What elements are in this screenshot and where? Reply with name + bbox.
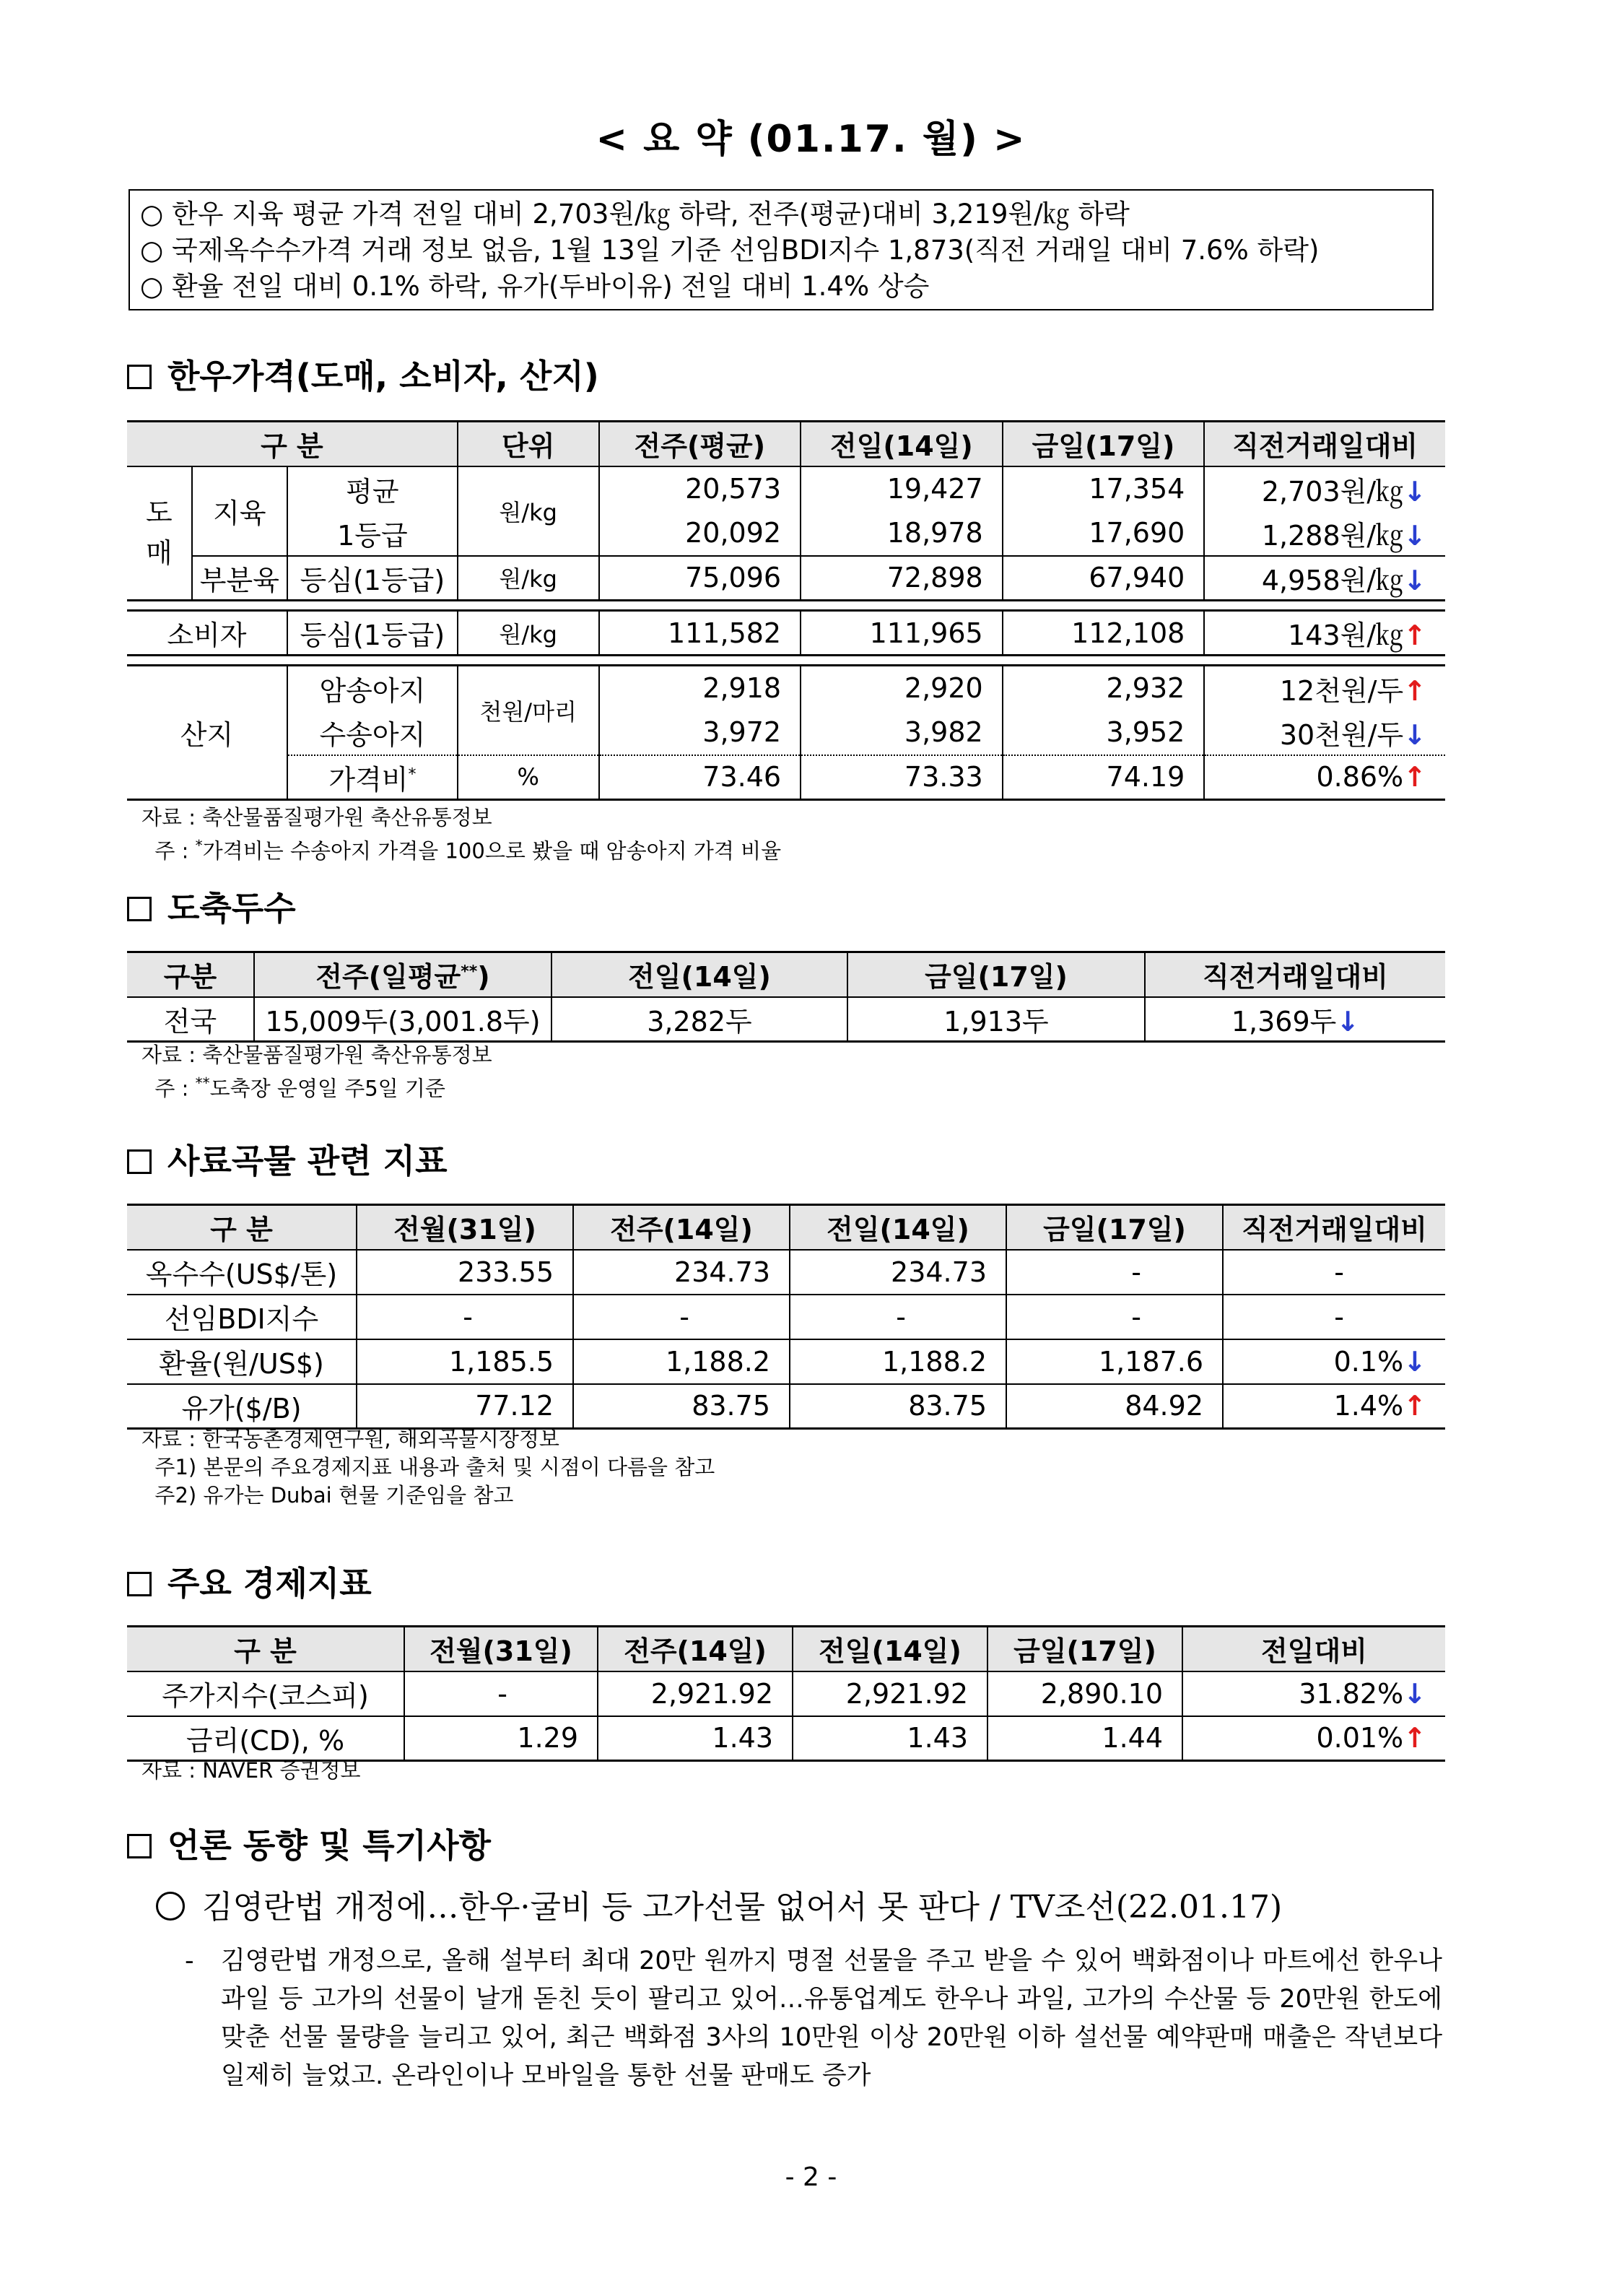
cell-diff: 1,288원/㎏↓ <box>1261 519 1426 552</box>
cell-prev-week: 20,092 <box>599 511 801 556</box>
cell-prev-week: 3,972 <box>599 710 801 755</box>
cell-today: 1.44 <box>987 1716 1182 1761</box>
cell-prev-week: 1,188.2 <box>573 1339 790 1384</box>
table-row <box>127 1716 1445 1761</box>
news-body-text: 김영란법 개정으로, 올해 설부터 최대 20만 원까지 명절 선물을 주고 받을 수 있어 백화점이나 마트에선 한우나 과일 등 고가의 선물이 날개 돋친 듯이 팔리고 있어…유통업계도 한우나 과일, 고가의 수산물 등 20만원 한도에 맞춘 선물 물량을 늘리고 있어, 최근 백화점 3사의 10만원 이상 20만원 이하 설선물 예약판매 매출은 작년보다 일제히 늘었고. 온라인이나 모바일을 통한 선물 판매도 증가 <box>221 1947 1442 2090</box>
row-unit: 원/kg <box>458 611 599 656</box>
cell-prev-month: 1.29 <box>404 1716 598 1761</box>
row-unit: 원/kg <box>458 556 599 601</box>
table-row <box>127 755 1445 800</box>
cell-today: 67,940 <box>1003 556 1205 601</box>
cell-diff: 0.86%↑ <box>1316 761 1426 793</box>
news-body <box>185 1942 1442 2095</box>
row-label: 평균 <box>287 466 458 511</box>
header-today: 금일(17일) <box>847 952 1145 997</box>
cell-diff: 0.1%↓ <box>1333 1345 1426 1378</box>
table-row <box>127 611 1445 656</box>
cell-prev-day: 19,427 <box>801 466 1003 511</box>
slaughter-table <box>127 951 1445 1043</box>
table-row <box>127 666 1445 710</box>
cell-prev-day: 2,921.92 <box>793 1671 987 1716</box>
header-diff: 전일대비 <box>1182 1627 1445 1671</box>
table-row <box>127 556 1445 601</box>
up-arrow-icon: ↑ <box>1403 1390 1426 1422</box>
cell-prev-week: 2,918 <box>599 666 801 710</box>
cell-prev-day: 83.75 <box>790 1384 1006 1429</box>
cell-today: 2,932 <box>1003 666 1205 710</box>
cell-prev-day: 3,982 <box>801 710 1003 755</box>
up-arrow-icon: ↑ <box>1403 674 1426 707</box>
cell-prev-day: 1.43 <box>793 1716 987 1761</box>
row-label: 1등급 <box>287 511 458 556</box>
cell-today: 3,952 <box>1003 710 1205 755</box>
row-label: 환율(원/US$) <box>127 1339 357 1384</box>
cell-today: 1,187.6 <box>1006 1339 1223 1384</box>
source-note: 자료 : 축산물품질평가원 축산유통정보 <box>141 805 492 830</box>
cell-prev-month: - <box>357 1295 573 1339</box>
row-label: 유가($/B) <box>127 1384 357 1429</box>
summary-line: ○ 국제옥수수가격 거래 정보 없음, 1월 13일 기준 선임BDI지수 1,873(직전 거래일 대비 7.6% 하락) <box>140 235 1320 266</box>
down-arrow-icon: ↓ <box>1403 519 1426 552</box>
cell-today: - <box>1006 1295 1223 1339</box>
row-label: 가격비* <box>287 755 458 800</box>
cell-today: 2,890.10 <box>987 1671 1182 1716</box>
row-label: 금리(CD), % <box>127 1716 404 1761</box>
down-arrow-icon: ↓ <box>1403 475 1426 508</box>
section-heading-feed: 사료곡물 관련 지표 <box>127 1135 448 1183</box>
section-heading-press: 언론 동향 및 특기사항 <box>127 1819 491 1867</box>
header-diff: 직전거래일대비 <box>1204 422 1445 466</box>
checkbox-square-icon <box>127 1834 152 1858</box>
cell-prev-day: 18,978 <box>801 511 1003 556</box>
row-group-jiyuk: 지육 <box>192 466 287 556</box>
source-note: 자료 : 축산물품질평가원 축산유통정보 <box>141 1043 492 1067</box>
table-row <box>127 511 1445 556</box>
cell-prev-week: 1.43 <box>598 1716 793 1761</box>
cell-prev-week: 15,009두(3,001.8두) <box>254 997 551 1042</box>
source-note: 자료 : NAVER 증권정보 <box>141 1758 361 1783</box>
row-label: 등심(1등급) <box>287 556 458 601</box>
cell-prev-month: 233.55 <box>357 1250 573 1295</box>
header-unit: 단위 <box>458 422 599 466</box>
cell-prev-week: 111,582 <box>599 611 801 656</box>
cell-prev-week: 83.75 <box>573 1384 790 1429</box>
cell-diff: - <box>1334 1256 1344 1288</box>
cell-today: 17,354 <box>1003 466 1205 511</box>
checkbox-square-icon <box>127 1572 152 1596</box>
header-prev-week: 전주(일평균**) <box>254 952 551 997</box>
table-row <box>127 997 1445 1042</box>
row-label: 주가지수(코스피) <box>127 1671 404 1716</box>
down-arrow-icon: ↓ <box>1403 1345 1426 1378</box>
table-row <box>127 1671 1445 1716</box>
header-category: 구분 <box>127 952 254 997</box>
down-arrow-icon: ↓ <box>1403 718 1426 751</box>
cell-prev-week: 75,096 <box>599 556 801 601</box>
row-unit: 천원/마리 <box>458 666 599 755</box>
feed-grain-table <box>127 1204 1445 1430</box>
header-diff: 직전거래일대비 <box>1145 952 1445 997</box>
cell-diff: 31.82%↓ <box>1299 1677 1426 1710</box>
cell-prev-month: 1,185.5 <box>357 1339 573 1384</box>
header-today: 금일(17일) <box>1006 1205 1223 1250</box>
header-prev-week: 전주(14일) <box>573 1205 790 1250</box>
down-arrow-icon: ↓ <box>1403 564 1426 596</box>
header-today: 금일(17일) <box>987 1627 1182 1671</box>
table-row <box>127 1384 1445 1429</box>
section-heading-slaughter: 도축두수 <box>127 882 296 930</box>
footnote: 주1) 본문의 주요경제지표 내용과 출처 및 시점이 다름을 참고 <box>141 1455 715 1479</box>
page-title: < 요 약 (01.17. 월) > <box>596 118 1026 161</box>
cell-prev-week: 234.73 <box>573 1250 790 1295</box>
cell-prev-day: 2,920 <box>801 666 1003 710</box>
row-group-consumer: 소비자 <box>127 611 287 656</box>
row-group-domae: 도매 <box>127 466 192 601</box>
header-prev-day: 전일(14일) <box>793 1627 987 1671</box>
section-heading-economy: 주요 경제지표 <box>127 1557 372 1605</box>
row-group-bubunyuk: 부분육 <box>192 556 287 601</box>
cell-today: 17,690 <box>1003 511 1205 556</box>
summary-box <box>128 189 1434 310</box>
cell-diff: 2,703원/㎏↓ <box>1261 475 1426 508</box>
cell-diff: 143원/㎏↑ <box>1288 619 1426 651</box>
cell-diff: 0.01%↑ <box>1316 1722 1426 1754</box>
checkbox-square-icon <box>127 1149 152 1174</box>
news-headline: 김영란법 개정에…한우·굴비 등 고가선물 없어서 못 판다 / TV조선(22.01.17) <box>156 1881 1282 1927</box>
cell-prev-day: - <box>790 1295 1006 1339</box>
row-label: 등심(1등급) <box>287 611 458 656</box>
table-row <box>127 1250 1445 1295</box>
table-row <box>127 1339 1445 1384</box>
header-prev-week: 전주(14일) <box>598 1627 793 1671</box>
summary-line: ○ 한우 지육 평균 가격 전일 대비 2,703원/㎏ 하락, 전주(평균)대비 3,219원/㎏ 하락 <box>140 199 1130 230</box>
row-unit: % <box>458 755 599 800</box>
header-prev-day: 전일(14일) <box>801 422 1003 466</box>
page-number: - 2 - <box>785 2162 837 2192</box>
header-today: 금일(17일) <box>1003 422 1205 466</box>
footnote: 주 : **도축장 운영일 주5일 기준 <box>141 1074 445 1101</box>
table-row <box>127 1295 1445 1339</box>
cell-diff: 1.4%↑ <box>1333 1390 1426 1422</box>
cell-prev-day: 72,898 <box>801 556 1003 601</box>
header-diff: 직전거래일대비 <box>1223 1205 1445 1250</box>
row-group-sanji: 산지 <box>127 666 287 800</box>
cell-prev-day: 234.73 <box>790 1250 1006 1295</box>
cell-prev-month: - <box>404 1671 598 1716</box>
circle-bullet-icon <box>156 1892 185 1921</box>
checkbox-square-icon <box>127 897 152 921</box>
section-heading-hanwoo: 한우가격(도매, 소비자, 산지) <box>127 350 599 398</box>
cell-today: - <box>1006 1250 1223 1295</box>
cell-today: 84.92 <box>1006 1384 1223 1429</box>
row-label: 옥수수(US$/톤) <box>127 1250 357 1295</box>
cell-diff: 30천원/두↓ <box>1279 718 1426 751</box>
footnote: 주 : *가격비는 수송아지 가격을 100으로 봤을 때 암송아지 가격 비율 <box>141 837 782 864</box>
cell-prev-day: 1,188.2 <box>790 1339 1006 1384</box>
footnote: 주2) 유가는 Dubai 현물 기준임을 참고 <box>141 1483 514 1508</box>
row-label: 선임BDI지수 <box>127 1295 357 1339</box>
cell-prev-day: 111,965 <box>801 611 1003 656</box>
up-arrow-icon: ↑ <box>1403 761 1426 793</box>
down-arrow-icon: ↓ <box>1336 1005 1360 1038</box>
table-row <box>127 466 1445 511</box>
table-row <box>127 710 1445 755</box>
cell-prev-week: 20,573 <box>599 466 801 511</box>
down-arrow-icon: ↓ <box>1403 1677 1426 1710</box>
cell-diff: - <box>1334 1300 1344 1333</box>
row-label: 전국 <box>127 997 254 1042</box>
cell-prev-week: 2,921.92 <box>598 1671 793 1716</box>
cell-today: 1,913두 <box>847 997 1145 1042</box>
header-category: 구 분 <box>127 422 458 466</box>
cell-prev-day: 3,282두 <box>551 997 847 1042</box>
cell-prev-month: 77.12 <box>357 1384 573 1429</box>
header-prev-month: 전월(31일) <box>404 1627 598 1671</box>
cell-prev-day: 73.33 <box>801 755 1003 800</box>
row-label: 수송아지 <box>287 710 458 755</box>
header-prev-week: 전주(평균) <box>599 422 801 466</box>
header-prev-day: 전일(14일) <box>551 952 847 997</box>
summary-line: ○ 환율 전일 대비 0.1% 하락, 유가(두바이유) 전일 대비 1.4% 상승 <box>140 271 930 302</box>
cell-prev-week: 73.46 <box>599 755 801 800</box>
economy-table <box>127 1625 1445 1762</box>
hanwoo-price-table <box>127 420 1445 801</box>
row-label: 암송아지 <box>287 666 458 710</box>
dash-bullet: - <box>185 1947 194 1975</box>
checkbox-square-icon <box>127 365 152 389</box>
header-category: 구 분 <box>127 1627 404 1671</box>
cell-diff: 4,958원/㎏↓ <box>1261 564 1426 596</box>
row-unit: 원/kg <box>458 466 599 556</box>
cell-diff: 12천원/두↑ <box>1279 674 1426 707</box>
source-note: 자료 : 한국농촌경제연구원, 해외곡물시장정보 <box>141 1427 559 1451</box>
cell-prev-week: - <box>573 1295 790 1339</box>
cell-today: 74.19 <box>1003 755 1205 800</box>
up-arrow-icon: ↑ <box>1403 1722 1426 1754</box>
cell-today: 112,108 <box>1003 611 1205 656</box>
cell-diff: 1,369두↓ <box>1231 1005 1360 1038</box>
up-arrow-icon: ↑ <box>1403 619 1426 651</box>
header-prev-month: 전월(31일) <box>357 1205 573 1250</box>
header-category: 구 분 <box>127 1205 357 1250</box>
header-prev-day: 전일(14일) <box>790 1205 1006 1250</box>
